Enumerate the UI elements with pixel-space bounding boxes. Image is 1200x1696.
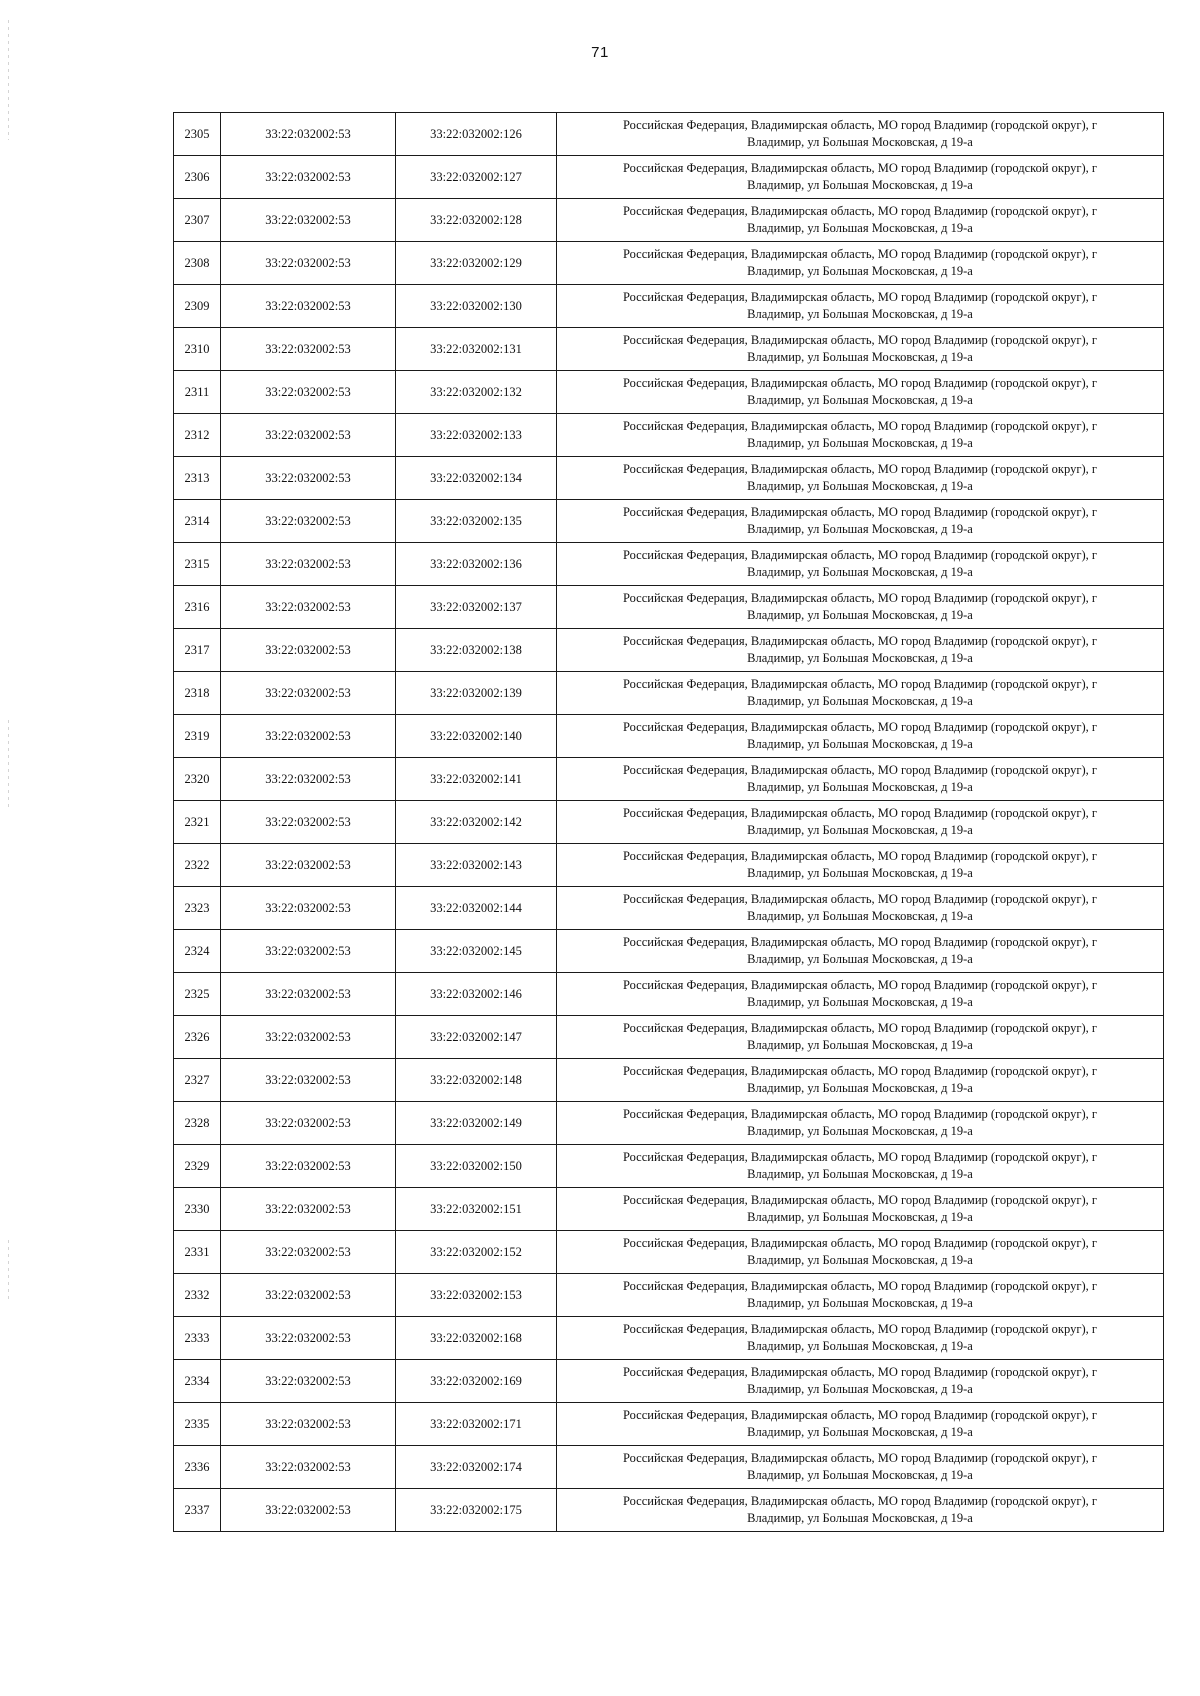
table-row [174, 1446, 1164, 1489]
address-line: Владимир, ул Большая Московская, д 19-а [747, 350, 973, 364]
cadastral-number-cell: 33:22:032002:53 [221, 457, 396, 500]
cadastral-number-cell: 33:22:032002:53 [221, 1360, 396, 1403]
scan-margin-mark [8, 20, 9, 140]
address-line: Владимир, ул Большая Московская, д 19-а [747, 995, 973, 1009]
cadastral-number-cell: 33:22:032002:53 [221, 1102, 396, 1145]
cadastral-number-cell: 33:22:032002:53 [221, 1145, 396, 1188]
table-row [174, 1274, 1164, 1317]
address-line: Российская Федерация, Владимирская область, МО город Владимир (городской округ), г [622, 591, 1097, 605]
row-number-cell: 2317 [174, 629, 221, 672]
row-number-cell: 2319 [174, 715, 221, 758]
address-line: Владимир, ул Большая Московская, д 19-а [747, 952, 973, 966]
address-line: Российская Федерация, Владимирская область, МО город Владимир (городской округ), г [622, 935, 1097, 949]
cadastral-number-cell: 33:22:032002:53 [221, 930, 396, 973]
cadastral-number-cell: 33:22:032002:53 [221, 500, 396, 543]
row-number-cell: 2326 [174, 1016, 221, 1059]
cadastral-number-cell: 33:22:032002:53 [221, 242, 396, 285]
object-number-cell: 33:22:032002:174 [396, 1446, 557, 1489]
address-line: Российская Федерация, Владимирская область, МО город Владимир (городской округ), г [622, 978, 1097, 992]
address-line: Российская Федерация, Владимирская область, МО город Владимир (городской округ), г [622, 161, 1097, 175]
row-number-cell: 2336 [174, 1446, 221, 1489]
address-line: Владимир, ул Большая Московская, д 19-а [747, 909, 973, 923]
object-number-cell: 33:22:032002:142 [396, 801, 557, 844]
row-number-cell: 2328 [174, 1102, 221, 1145]
table-row [174, 715, 1164, 758]
cadastral-number-cell: 33:22:032002:53 [221, 672, 396, 715]
object-number-cell: 33:22:032002:145 [396, 930, 557, 973]
address-line: Российская Федерация, Владимирская область, МО город Владимир (городской округ), г [622, 505, 1097, 519]
cadastral-number-cell: 33:22:032002:53 [221, 1059, 396, 1102]
address-line: Российская Федерация, Владимирская область, МО город Владимир (городской округ), г [622, 1279, 1097, 1293]
object-number-cell: 33:22:032002:144 [396, 887, 557, 930]
object-number-cell: 33:22:032002:132 [396, 371, 557, 414]
row-number-cell: 2305 [174, 113, 221, 156]
row-number-cell: 2323 [174, 887, 221, 930]
address-line: Владимир, ул Большая Московская, д 19-а [747, 522, 973, 536]
address-cell [557, 844, 1164, 887]
address-cell [557, 973, 1164, 1016]
object-number-cell: 33:22:032002:151 [396, 1188, 557, 1231]
object-number-cell: 33:22:032002:126 [396, 113, 557, 156]
address-cell [557, 1188, 1164, 1231]
row-number-cell: 2325 [174, 973, 221, 1016]
address-line: Владимир, ул Большая Московская, д 19-а [747, 737, 973, 751]
cadastral-number-cell: 33:22:032002:53 [221, 113, 396, 156]
address-cell [557, 1102, 1164, 1145]
row-number-cell: 2312 [174, 414, 221, 457]
table-row [174, 973, 1164, 1016]
address-line: Российская Федерация, Владимирская область, МО город Владимир (городской округ), г [622, 290, 1097, 304]
row-number-cell: 2313 [174, 457, 221, 500]
address-cell [557, 414, 1164, 457]
table-row [174, 199, 1164, 242]
table-row [174, 1016, 1164, 1059]
row-number-cell: 2314 [174, 500, 221, 543]
cadastral-number-cell: 33:22:032002:53 [221, 1231, 396, 1274]
address-cell [557, 1274, 1164, 1317]
address-cell [557, 1446, 1164, 1489]
address-line: Российская Федерация, Владимирская область, МО город Владимир (городской округ), г [622, 419, 1097, 433]
table-row [174, 156, 1164, 199]
object-number-cell: 33:22:032002:137 [396, 586, 557, 629]
address-line: Российская Федерация, Владимирская область, МО город Владимир (городской округ), г [622, 204, 1097, 218]
cadastral-number-cell: 33:22:032002:53 [221, 1188, 396, 1231]
address-cell [557, 1317, 1164, 1360]
row-number-cell: 2330 [174, 1188, 221, 1231]
address-cell [557, 629, 1164, 672]
address-line: Российская Федерация, Владимирская область, МО город Владимир (городской округ), г [622, 1408, 1097, 1422]
cadastral-number-cell: 33:22:032002:53 [221, 328, 396, 371]
row-number-cell: 2321 [174, 801, 221, 844]
row-number-cell: 2306 [174, 156, 221, 199]
scan-margin-mark [8, 1240, 9, 1300]
address-cell [557, 242, 1164, 285]
address-line: Владимир, ул Большая Московская, д 19-а [747, 1468, 973, 1482]
address-line: Владимир, ул Большая Московская, д 19-а [747, 1296, 973, 1310]
row-number-cell: 2310 [174, 328, 221, 371]
row-number-cell: 2333 [174, 1317, 221, 1360]
table-row [174, 1360, 1164, 1403]
cadastral-number-cell: 33:22:032002:53 [221, 586, 396, 629]
address-line: Владимир, ул Большая Московская, д 19-а [747, 264, 973, 278]
table-row [174, 1231, 1164, 1274]
address-line: Владимир, ул Большая Московская, д 19-а [747, 178, 973, 192]
object-number-cell: 33:22:032002:143 [396, 844, 557, 887]
cadastral-register-table [173, 112, 1164, 1532]
address-line: Владимир, ул Большая Московская, д 19-а [747, 1038, 973, 1052]
address-cell [557, 1059, 1164, 1102]
object-number-cell: 33:22:032002:152 [396, 1231, 557, 1274]
address-cell [557, 1360, 1164, 1403]
cadastral-number-cell: 33:22:032002:53 [221, 156, 396, 199]
object-number-cell: 33:22:032002:131 [396, 328, 557, 371]
table-row [174, 371, 1164, 414]
row-number-cell: 2332 [174, 1274, 221, 1317]
object-number-cell: 33:22:032002:175 [396, 1489, 557, 1532]
cadastral-number-cell: 33:22:032002:53 [221, 758, 396, 801]
cadastral-number-cell: 33:22:032002:53 [221, 1489, 396, 1532]
row-number-cell: 2334 [174, 1360, 221, 1403]
address-line: Владимир, ул Большая Московская, д 19-а [747, 307, 973, 321]
address-line: Владимир, ул Большая Московская, д 19-а [747, 1382, 973, 1396]
object-number-cell: 33:22:032002:130 [396, 285, 557, 328]
cadastral-number-cell: 33:22:032002:53 [221, 1446, 396, 1489]
address-line: Владимир, ул Большая Московская, д 19-а [747, 651, 973, 665]
cadastral-number-cell: 33:22:032002:53 [221, 1403, 396, 1446]
object-number-cell: 33:22:032002:129 [396, 242, 557, 285]
table-row [174, 113, 1164, 156]
address-line: Российская Федерация, Владимирская область, МО город Владимир (городской округ), г [622, 1365, 1097, 1379]
address-line: Российская Федерация, Владимирская область, МО город Владимир (городской округ), г [622, 892, 1097, 906]
address-line: Российская Федерация, Владимирская область, МО город Владимир (городской округ), г [622, 247, 1097, 261]
table-row [174, 672, 1164, 715]
address-cell [557, 156, 1164, 199]
table-row [174, 629, 1164, 672]
table-row [174, 1489, 1164, 1532]
address-cell [557, 758, 1164, 801]
row-number-cell: 2307 [174, 199, 221, 242]
address-cell [557, 1016, 1164, 1059]
address-line: Владимир, ул Большая Московская, д 19-а [747, 479, 973, 493]
row-number-cell: 2335 [174, 1403, 221, 1446]
page-number: 71 [591, 44, 609, 61]
address-cell [557, 371, 1164, 414]
address-line: Российская Федерация, Владимирская область, МО город Владимир (городской округ), г [622, 1064, 1097, 1078]
row-number-cell: 2316 [174, 586, 221, 629]
address-line: Владимир, ул Большая Московская, д 19-а [747, 565, 973, 579]
address-line: Российская Федерация, Владимирская область, МО город Владимир (городской округ), г [622, 1107, 1097, 1121]
address-line: Российская Федерация, Владимирская область, МО город Владимир (городской округ), г [622, 333, 1097, 347]
table-row [174, 242, 1164, 285]
object-number-cell: 33:22:032002:169 [396, 1360, 557, 1403]
address-line: Российская Федерация, Владимирская область, МО город Владимир (городской округ), г [622, 849, 1097, 863]
table-row [174, 457, 1164, 500]
table-row [174, 801, 1164, 844]
address-cell [557, 930, 1164, 973]
row-number-cell: 2324 [174, 930, 221, 973]
row-number-cell: 2337 [174, 1489, 221, 1532]
address-cell [557, 1403, 1164, 1446]
address-line: Российская Федерация, Владимирская область, МО город Владимир (городской округ), г [622, 1193, 1097, 1207]
address-line: Российская Федерация, Владимирская область, МО город Владимир (городской округ), г [622, 1451, 1097, 1465]
row-number-cell: 2331 [174, 1231, 221, 1274]
object-number-cell: 33:22:032002:134 [396, 457, 557, 500]
address-cell [557, 887, 1164, 930]
table-body [174, 113, 1164, 1532]
address-line: Российская Федерация, Владимирская область, МО город Владимир (городской округ), г [622, 1322, 1097, 1336]
address-line: Российская Федерация, Владимирская область, МО город Владимир (городской округ), г [622, 462, 1097, 476]
cadastral-number-cell: 33:22:032002:53 [221, 1274, 396, 1317]
address-line: Российская Федерация, Владимирская область, МО город Владимир (городской округ), г [622, 634, 1097, 648]
address-line: Российская Федерация, Владимирская область, МО город Владимир (городской округ), г [622, 1494, 1097, 1508]
address-line: Российская Федерация, Владимирская область, МО город Владимир (городской округ), г [622, 1021, 1097, 1035]
address-cell [557, 113, 1164, 156]
address-cell [557, 1145, 1164, 1188]
row-number-cell: 2311 [174, 371, 221, 414]
address-line: Владимир, ул Большая Московская, д 19-а [747, 1081, 973, 1095]
table-row [174, 414, 1164, 457]
object-number-cell: 33:22:032002:146 [396, 973, 557, 1016]
address-cell [557, 543, 1164, 586]
address-line: Владимир, ул Большая Московская, д 19-а [747, 436, 973, 450]
object-number-cell: 33:22:032002:148 [396, 1059, 557, 1102]
object-number-cell: 33:22:032002:149 [396, 1102, 557, 1145]
address-line: Владимир, ул Большая Московская, д 19-а [747, 393, 973, 407]
table-row [174, 887, 1164, 930]
address-line: Российская Федерация, Владимирская область, МО город Владимир (городской округ), г [622, 677, 1097, 691]
row-number-cell: 2327 [174, 1059, 221, 1102]
cadastral-number-cell: 33:22:032002:53 [221, 414, 396, 457]
cadastral-number-cell: 33:22:032002:53 [221, 371, 396, 414]
row-number-cell: 2329 [174, 1145, 221, 1188]
address-line: Российская Федерация, Владимирская область, МО город Владимир (городской округ), г [622, 720, 1097, 734]
table-row [174, 1317, 1164, 1360]
address-cell [557, 1489, 1164, 1532]
address-line: Владимир, ул Большая Московская, д 19-а [747, 694, 973, 708]
table-row [174, 1059, 1164, 1102]
cadastral-number-cell: 33:22:032002:53 [221, 1016, 396, 1059]
address-cell [557, 1231, 1164, 1274]
row-number-cell: 2309 [174, 285, 221, 328]
table-row [174, 586, 1164, 629]
cadastral-number-cell: 33:22:032002:53 [221, 973, 396, 1016]
address-line: Российская Федерация, Владимирская область, МО город Владимир (городской округ), г [622, 806, 1097, 820]
table-row [174, 1188, 1164, 1231]
address-line: Владимир, ул Большая Московская, д 19-а [747, 1167, 973, 1181]
object-number-cell: 33:22:032002:139 [396, 672, 557, 715]
table-row [174, 500, 1164, 543]
address-cell [557, 801, 1164, 844]
object-number-cell: 33:22:032002:168 [396, 1317, 557, 1360]
cadastral-number-cell: 33:22:032002:53 [221, 285, 396, 328]
address-line: Российская Федерация, Владимирская область, МО город Владимир (городской округ), г [622, 118, 1097, 132]
cadastral-number-cell: 33:22:032002:53 [221, 1317, 396, 1360]
address-cell [557, 715, 1164, 758]
object-number-cell: 33:22:032002:147 [396, 1016, 557, 1059]
table-row [174, 758, 1164, 801]
address-cell [557, 500, 1164, 543]
address-cell [557, 457, 1164, 500]
address-line: Владимир, ул Большая Московская, д 19-а [747, 608, 973, 622]
object-number-cell: 33:22:032002:135 [396, 500, 557, 543]
address-line: Владимир, ул Большая Московская, д 19-а [747, 866, 973, 880]
address-line: Владимир, ул Большая Московская, д 19-а [747, 1210, 973, 1224]
cadastral-number-cell: 33:22:032002:53 [221, 801, 396, 844]
address-cell [557, 199, 1164, 242]
table-row [174, 930, 1164, 973]
address-line: Российская Федерация, Владимирская область, МО город Владимир (городской округ), г [622, 1150, 1097, 1164]
address-line: Российская Федерация, Владимирская область, МО город Владимир (городской округ), г [622, 763, 1097, 777]
row-number-cell: 2315 [174, 543, 221, 586]
address-line: Владимир, ул Большая Московская, д 19-а [747, 823, 973, 837]
row-number-cell: 2322 [174, 844, 221, 887]
address-line: Владимир, ул Большая Московская, д 19-а [747, 780, 973, 794]
address-line: Российская Федерация, Владимирская область, МО город Владимир (городской округ), г [622, 1236, 1097, 1250]
table-row [174, 543, 1164, 586]
address-cell [557, 328, 1164, 371]
address-line: Владимир, ул Большая Московская, д 19-а [747, 1253, 973, 1267]
object-number-cell: 33:22:032002:140 [396, 715, 557, 758]
address-cell [557, 586, 1164, 629]
cadastral-number-cell: 33:22:032002:53 [221, 887, 396, 930]
cadastral-number-cell: 33:22:032002:53 [221, 199, 396, 242]
address-line: Владимир, ул Большая Московская, д 19-а [747, 221, 973, 235]
row-number-cell: 2318 [174, 672, 221, 715]
table-row [174, 1403, 1164, 1446]
object-number-cell: 33:22:032002:171 [396, 1403, 557, 1446]
table-row [174, 1102, 1164, 1145]
address-line: Российская Федерация, Владимирская область, МО город Владимир (городской округ), г [622, 548, 1097, 562]
object-number-cell: 33:22:032002:127 [396, 156, 557, 199]
table-row [174, 285, 1164, 328]
cadastral-number-cell: 33:22:032002:53 [221, 543, 396, 586]
table-row [174, 328, 1164, 371]
object-number-cell: 33:22:032002:150 [396, 1145, 557, 1188]
object-number-cell: 33:22:032002:136 [396, 543, 557, 586]
cadastral-number-cell: 33:22:032002:53 [221, 629, 396, 672]
address-line: Владимир, ул Большая Московская, д 19-а [747, 135, 973, 149]
table-row [174, 1145, 1164, 1188]
address-line: Владимир, ул Большая Московская, д 19-а [747, 1425, 973, 1439]
address-cell [557, 672, 1164, 715]
scan-margin-mark [8, 720, 9, 810]
object-number-cell: 33:22:032002:128 [396, 199, 557, 242]
row-number-cell: 2308 [174, 242, 221, 285]
cadastral-number-cell: 33:22:032002:53 [221, 715, 396, 758]
address-line: Владимир, ул Большая Московская, д 19-а [747, 1511, 973, 1525]
address-cell [557, 285, 1164, 328]
table-row [174, 844, 1164, 887]
address-line: Российская Федерация, Владимирская область, МО город Владимир (городской округ), г [622, 376, 1097, 390]
address-line: Владимир, ул Большая Московская, д 19-а [747, 1124, 973, 1138]
object-number-cell: 33:22:032002:138 [396, 629, 557, 672]
address-line: Владимир, ул Большая Московская, д 19-а [747, 1339, 973, 1353]
cadastral-number-cell: 33:22:032002:53 [221, 844, 396, 887]
object-number-cell: 33:22:032002:153 [396, 1274, 557, 1317]
object-number-cell: 33:22:032002:141 [396, 758, 557, 801]
object-number-cell: 33:22:032002:133 [396, 414, 557, 457]
row-number-cell: 2320 [174, 758, 221, 801]
